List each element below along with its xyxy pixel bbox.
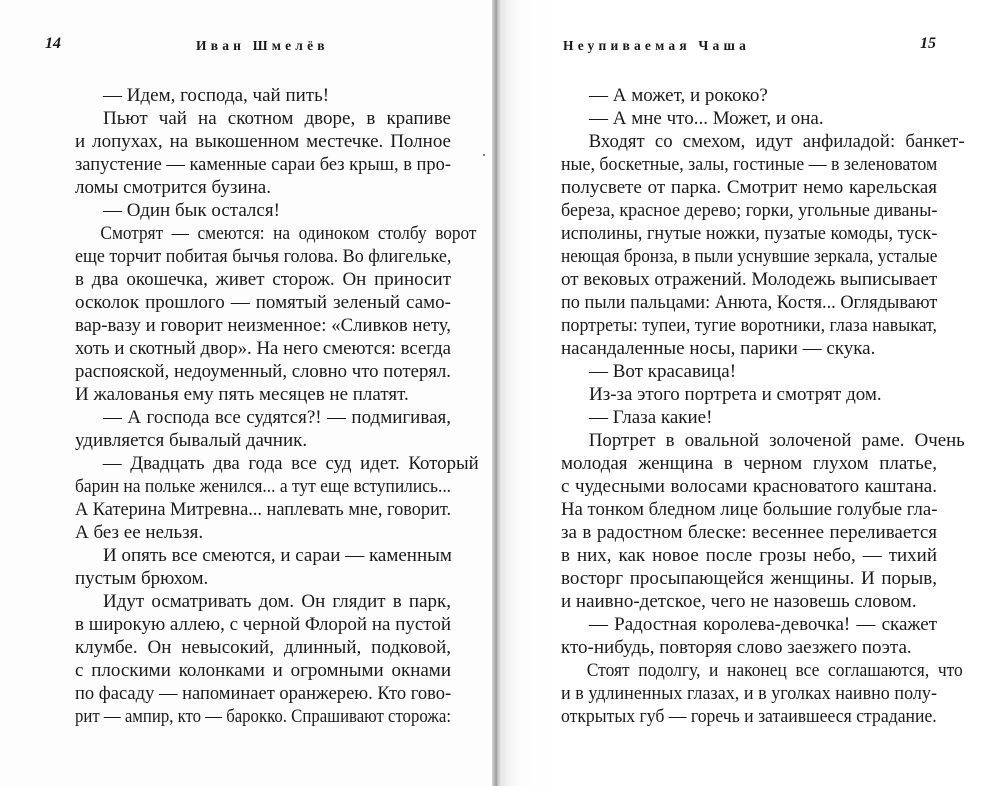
text-line: Идут осматривать дом. Он глядит в парк, (103, 591, 451, 612)
running-head-author: Иван Шмелёв (196, 38, 329, 53)
left-page (0, 0, 494, 786)
text-line: И опять все смеются, и сараи — каменным (103, 545, 452, 566)
text-line: осколок прошлого — помятый зеленый само- (75, 292, 451, 313)
text-line: — Глаза какие! (589, 407, 713, 428)
text-line: И жалованья ему пять месяцев не платят. (75, 384, 409, 405)
text-line: Из-за этого портрета и смотрят дом. (589, 384, 882, 405)
text-line: открытых губ — горечь и затаившееся страдание. (561, 706, 937, 727)
text-line: Пьют чай на скотном дворе, в крапиве (103, 108, 451, 129)
text-line: — Радостная королева-девочка! — скажет (589, 614, 937, 635)
text-line: Стоят подолгу, и наконец все соглашаются, что (586, 660, 963, 681)
text-line: клумбе. Он невысокий, длинный, подковой, (75, 637, 451, 658)
text-line: за в радостном блеске: весеннее переливается (561, 522, 937, 543)
text-line: от вековых отражений. Молодежь выписывает (561, 269, 938, 290)
text-line: — А мне что... Может, и она. (589, 108, 824, 129)
text-line: удивляется бывалый дачник. (75, 430, 308, 451)
running-head-title: Неупиваемая Чаша (563, 38, 751, 53)
text-line: и наивно-детское, чего не назовешь словом. (561, 591, 917, 612)
text-line: ные, боскетные, залы, гостиные — в зеленоватом (561, 154, 938, 175)
text-line: исполины, гнутые ножки, пузатые комоды, туск- (561, 223, 938, 244)
text-line: по фасаду — напоминает оранжерею. Кто гово- (75, 683, 452, 704)
right-page (500, 0, 1000, 786)
text-line: Портрет в овальной золоченой раме. Очень (588, 430, 965, 451)
text-line: — Двадцать два года все суд идет. Который (102, 453, 479, 474)
text-line: ломы смотрится бузина. (75, 177, 271, 198)
text-line: рит — ампир, кто — барокко. Спрашивают сторожа: (75, 706, 451, 727)
right-page-text (561, 84, 965, 728)
text-line: запустение — каменные сараи без крыш, в про- (75, 154, 452, 175)
text-line: На тонком бледном лице большие голубые гла- (561, 499, 938, 520)
text-line: молодая женщина в черном глухом платье, (561, 453, 937, 474)
text-line: береза, красное дерево; горки, угольные диваны- (561, 200, 938, 221)
text-line: по пыли пальцами: Анюта, Костя... Оглядывают (561, 292, 938, 313)
scan-speck (483, 154, 485, 156)
text-line: — Идем, господа, чай пить! (103, 85, 330, 106)
text-line: в два окошечка, живет сторож. Он приносит (75, 269, 451, 290)
text-line: и в удлиненных глазах, и в уголках наивно полу- (561, 683, 937, 704)
left-page-text (75, 84, 479, 728)
text-line: Входят со смехом, идут анфиладой: банкет- (588, 131, 965, 152)
book-gutter (492, 0, 502, 786)
page-number-left: 14 (45, 35, 61, 52)
text-line: пустым брюхом. (75, 568, 209, 589)
text-line: А без ее нельзя. (75, 522, 204, 543)
text-line: насандаленные носы, парики — скука. (561, 338, 876, 359)
text-line: кто-нибудь, повторяя слово заезжего поэта. (561, 637, 912, 658)
text-line: — А господа все судятся?! — подмигивая, (103, 407, 451, 428)
text-line: — А может, и рококо? (589, 85, 768, 106)
text-line: с плоскими колонками и огромными окнами (75, 660, 451, 681)
text-line: распояской, недоуменный, словно что потерял. (75, 361, 451, 382)
text-line: — Вот красавица! (589, 361, 737, 382)
text-line: еще торчит побитая бычья голова. Во флигельке, (75, 246, 452, 267)
text-line: неющая бронза, в пыли уснувшие зеркала, усталые (561, 246, 938, 267)
page-number-right: 15 (920, 35, 936, 52)
text-line: А Катерина Митревна... наплевать мне, говорит. (75, 499, 452, 520)
text-line: восторг просыпающейся женщины. И порыв, (561, 568, 937, 589)
text-line: портреты: тупеи, тугие воротники, глаза навыкат, (561, 315, 937, 336)
text-line: Смотрят — смеются: на одиноком столбу ворот (100, 223, 477, 244)
text-line: в широкую аллею, с черной Флорой на пустой (75, 614, 452, 635)
text-line: и лопухах, на выкошенном местечке. Полное (75, 131, 451, 152)
text-line: полусвете от парка. Смотрит немо карельская (561, 177, 937, 198)
text-line: барин на польке женился... а тут еще вступились... (75, 476, 452, 497)
text-line: в них, как новое после грозы небо, — тихий (561, 545, 937, 566)
text-line: хоть и скотный двор». На него смеются: всегда (75, 338, 451, 359)
text-line: вар-вазу и говорит неизменное: «Сливков нету, (75, 315, 451, 336)
text-line: — Один бык остался! (103, 200, 280, 221)
text-line: с чудесными волосами красноватого каштана. (561, 476, 937, 497)
